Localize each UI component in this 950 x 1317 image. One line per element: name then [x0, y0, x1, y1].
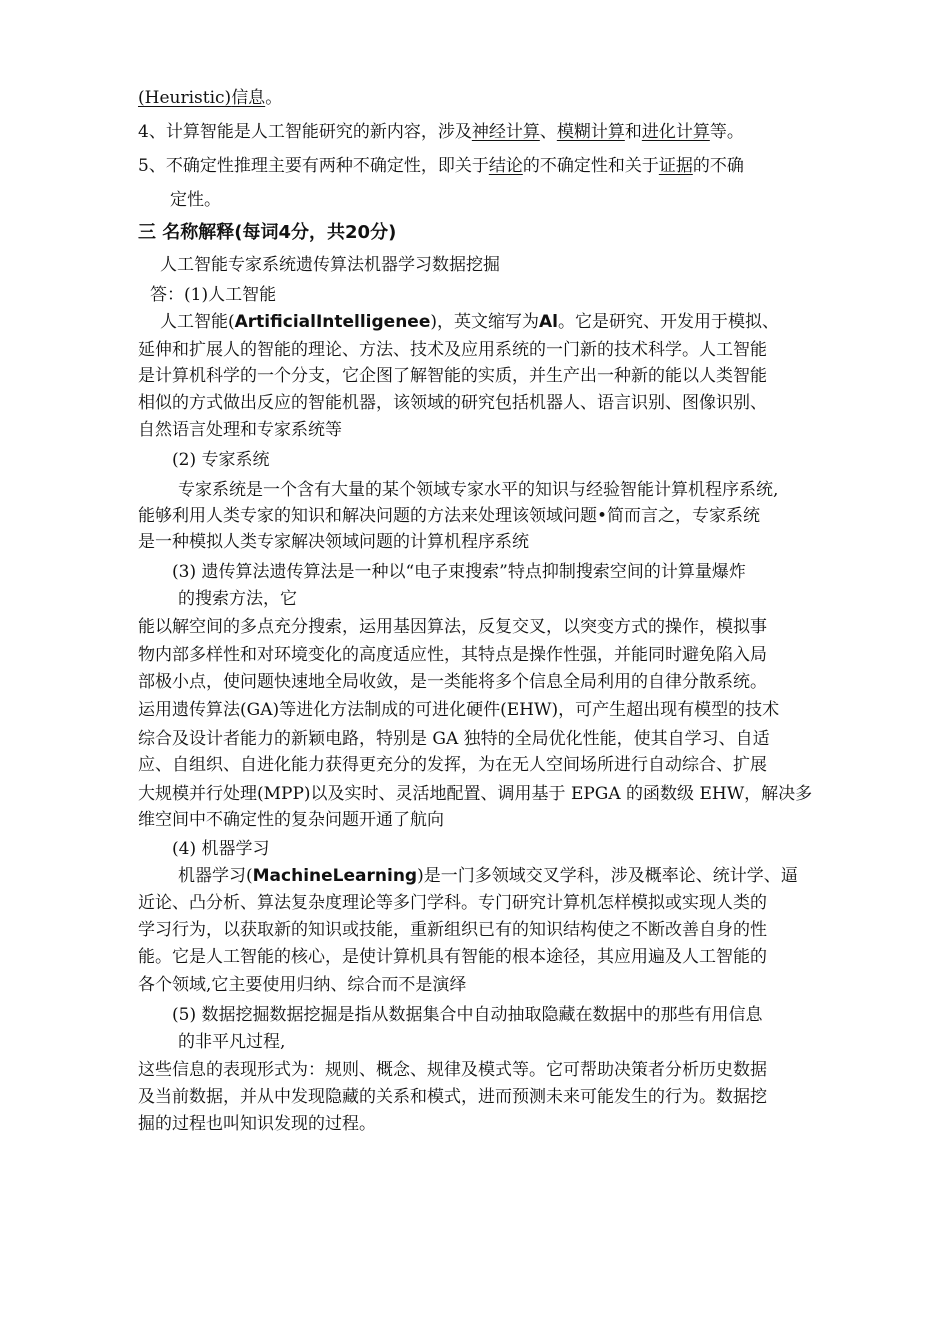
text-line: 学习行为，以获取新的知识或技能，重新组织已有的知识结构使之不断改善自身的性: [138, 920, 767, 940]
answer-label: 答：(1)人工智能: [150, 285, 277, 305]
text-line: 各个领域,它主要使用归纳、综合而不是演绎: [138, 975, 467, 995]
text-line: 应、自组织、自进化能力获得更充分的发挥，为在无人空间场所进行自动综合、扩展: [138, 755, 767, 775]
bold-term: Al: [539, 312, 558, 332]
underlined-term: 神经计算: [471, 122, 540, 142]
text-line: 的非平凡过程,: [178, 1032, 286, 1052]
text-line: 及当前数据，并从中发现隐藏的关系和模式，进而预测未来可能发生的行为。数据挖: [138, 1087, 767, 1107]
subsection-label: (5) 数据挖掘数据挖掘是指从数据集合中自动抽取隐藏在数据中的那些有用信息: [172, 1005, 763, 1025]
text-line: 这些信息的表现形式为：规则、概念、规律及模式等。它可帮助决策者分析历史数据: [138, 1060, 767, 1080]
text-segment: 、: [539, 122, 557, 142]
text-segment: 等。: [709, 122, 744, 142]
text-line: [160, 310, 779, 334]
bold-term: MachineLearning: [252, 866, 418, 886]
text-segment: 人工智能(: [160, 312, 235, 332]
text-line: 物内部多样性和对环境变化的高度适应性，其特点是操作性强，并能同时避免陷入局: [138, 645, 767, 665]
text-segment: 4、计算智能是人工智能研究的新内容，涉及: [138, 122, 472, 142]
text-segment: 。它是研究、开发用于模拟、: [558, 312, 779, 332]
text-line: 是计算机科学的一个分支，它企图了解智能的实质，并生产出一种新的能以人类智能: [138, 366, 767, 386]
underlined-term: 模糊计算: [556, 122, 625, 142]
text-segment: 5、不确定性推理主要有两种不确定性，即关于: [138, 156, 489, 176]
text-segment: 的不确: [692, 156, 744, 176]
subsection-label: (2) 专家系统: [172, 450, 270, 470]
text-line: [138, 154, 744, 178]
text-line: 延伸和扩展人的智能的理论、方法、技术及应用系统的一门新的技术科学。人工智能: [138, 340, 767, 360]
bold-term: ArtificialIntelligenee: [234, 312, 431, 332]
text-line: 能。它是人工智能的核心，是使计算机具有智能的根本途径，其应用遍及人工智能的: [138, 947, 767, 967]
text-line: 能以解空间的多点充分搜索，运用基因算法，反复交叉，以突变方式的操作，模拟事: [138, 617, 767, 637]
text-line: [138, 86, 282, 110]
terms-line: 人工智能专家系统遗传算法机器学习数据挖掘: [160, 255, 500, 275]
text-line: [138, 120, 744, 144]
text-line: 是一种模拟人类专家解决领域问题的计算机程序系统: [138, 532, 529, 552]
text-line: 自然语言处理和专家系统等: [138, 420, 342, 440]
subsection-label: (4) 机器学习: [172, 839, 270, 859]
text-line: 定性。: [170, 190, 221, 210]
text-segment: 机器学习(: [178, 866, 253, 886]
underlined-term: 结论: [488, 156, 523, 176]
section-heading: 三 名称解释(每词4分，共20分): [138, 222, 397, 243]
punctuation: 。: [265, 88, 283, 108]
text-segment: )，英文缩写为: [430, 312, 540, 332]
underlined-term: (Heuristic): [138, 88, 232, 108]
text-line: 能够利用人类专家的知识和解决问题的方法来处理该领域问题•简而言之，专家系统: [138, 506, 761, 526]
text-line: 的搜索方法，它: [178, 589, 297, 609]
text-segment: 和: [624, 122, 642, 142]
text-line: [178, 864, 798, 888]
underlined-term: 证据: [658, 156, 693, 176]
text-line: 运用遗传算法(GA)等进化方法制成的可进化硬件(EHW)，可产生超出现有模型的技术: [138, 700, 780, 720]
subsection-label: (3) 遗传算法遗传算法是一种以“电子束搜索”特点抑制搜索空间的计算量爆炸: [172, 562, 746, 582]
text-segment: 的不确定性和关于: [522, 156, 659, 176]
text-line: 掘的过程也叫知识发现的过程。: [138, 1114, 376, 1134]
text-segment: )是一门多领域交叉学科，涉及概率论、统计学、逼: [417, 866, 798, 886]
text-line: 专家系统是一个含有大量的某个领域专家水平的知识与经验智能计算机程序系统,: [178, 480, 779, 500]
underlined-term: 信息: [231, 88, 266, 108]
text-line: 相似的方式做出反应的智能机器，该领域的研究包括机器人、语言识别、图像识别、: [138, 393, 767, 413]
text-line: 维空间中不确定性的复杂问题开通了航向: [138, 810, 444, 830]
text-line: 部极小点，使问题快速地全局收敛，是一类能将多个信息全局利用的自律分散系统。: [138, 672, 767, 692]
text-line: 大规模并行处理(MPP)以及实时、灵活地配置、调用基于 EPGA 的函数级 EHW，解决多: [138, 784, 813, 804]
text-line: 综合及设计者能力的新颖电路，特别是 GA 独特的全局优化性能，使其自学习、自适: [138, 729, 770, 749]
underlined-term: 进化计算: [641, 122, 710, 142]
text-line: 近论、凸分析、算法复杂度理论等多门学科。专门研究计算机怎样模拟或实现人类的: [138, 893, 767, 913]
